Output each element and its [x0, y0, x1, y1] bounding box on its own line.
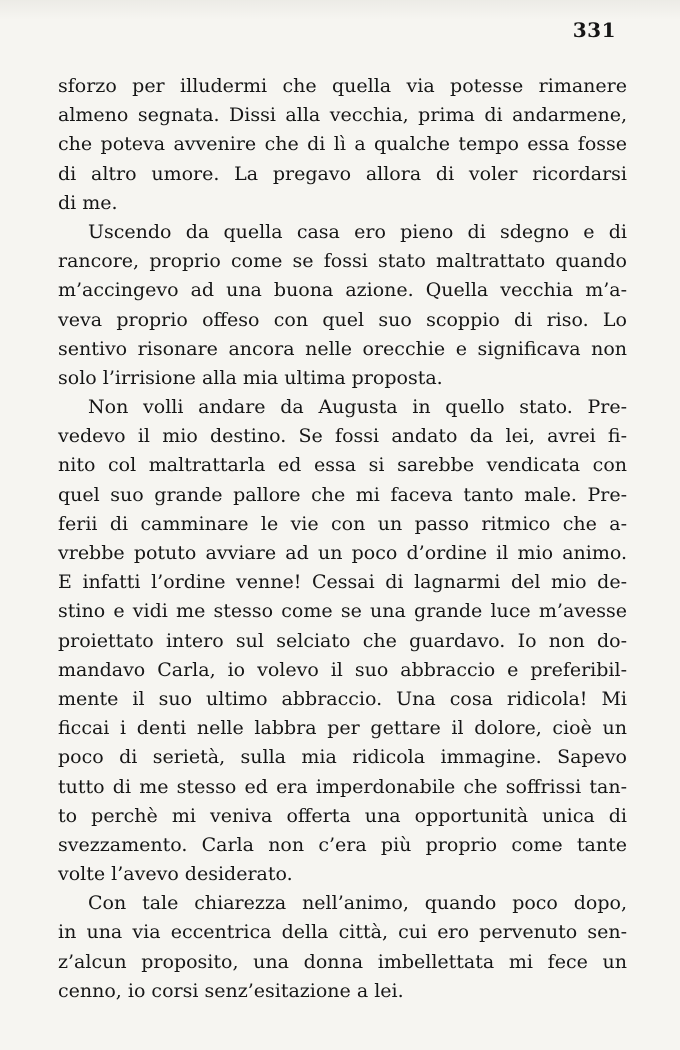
paragraph-4	[58, 889, 627, 1006]
text-line: di me.	[58, 191, 118, 214]
text-line: vedevo il mio destino. Se fossi andato da lei, avrei fi-	[58, 425, 627, 448]
text-line: quel suo grande pallore che mi faceva tanto male. Pre-	[58, 483, 627, 506]
text-line: tutto di me stesso ed era imperdonabile che soffrissi tan-	[58, 775, 627, 798]
body-text	[58, 72, 627, 1006]
text-line: volte l’avevo desiderato.	[58, 863, 293, 886]
text-line: poco di serietà, sulla mia ridicola immagine. Sapevo	[58, 746, 627, 769]
text-line: Uscendo da quella casa ero pieno di sdegno e di	[88, 220, 627, 243]
text-line: mente il suo ultimo abbraccio. Una cosa ridicola! Mi	[58, 687, 627, 710]
text-line: sforzo per illudermi che quella via potesse rimanere	[58, 75, 627, 97]
paragraph-1	[58, 72, 627, 218]
paragraph-3	[58, 393, 627, 889]
text-line: mandavo Carla, io volevo il suo abbraccio e preferibil-	[58, 658, 627, 681]
text-line: proiettato intero sul selciato che guardavo. Io non do-	[58, 629, 627, 652]
text-line: m’accingevo ad una buona azione. Quella vecchia m’a-	[58, 279, 627, 302]
text-line: che poteva avvenire che di lì a qualche tempo essa fosse	[58, 133, 627, 156]
text-line: nito col maltrattarla ed essa si sarebbe vendicata con	[58, 454, 627, 477]
text-line: sentivo risonare ancora nelle orecchie e significava non	[58, 337, 627, 360]
page-number: 331	[572, 18, 616, 42]
text-line: E infatti l’ordine venne! Cessai di lagnarmi del mio de-	[58, 571, 627, 594]
text-line: almeno segnata. Dissi alla vecchia, prima di andarmene,	[58, 104, 627, 127]
text-line: ferii di camminare le vie con un passo ritmico che a-	[58, 512, 627, 535]
paragraph-2	[58, 218, 627, 393]
text-line: Con tale chiarezza nell’animo, quando poco dopo,	[88, 892, 627, 915]
text-line: Non volli andare da Augusta in quello stato. Pre-	[88, 396, 627, 419]
text-line: vrebbe potuto avviare ad un poco d’ordine il mio animo.	[58, 542, 627, 564]
text-line: ficcai i denti nelle labbra per gettare il dolore, cioè un	[58, 717, 627, 740]
text-line: rancore, proprio come se fossi stato maltrattato quando	[58, 250, 627, 273]
text-line: cenno, io corsi senz’esitazione a lei.	[58, 979, 404, 1002]
text-line: in una via eccentrica della città, cui ero pervenuto sen-	[58, 921, 627, 944]
text-line: stino e vidi me stesso come se una grande luce m’avesse	[58, 600, 627, 623]
text-line: solo l’irrisione alla mia ultima proposta.	[58, 366, 443, 389]
text-line: veva proprio offeso con quel suo scoppio di riso. Lo	[58, 308, 627, 331]
text-line: z’alcun proposito, una donna imbellettata mi fece un	[58, 950, 627, 973]
text-line: svezzamento. Carla non c’era più proprio come tante	[58, 833, 627, 856]
text-line: to perchè mi veniva offerta una opportunità unica di	[58, 804, 627, 827]
text-line: di altro umore. La pregavo allora di voler ricordarsi	[58, 162, 627, 185]
